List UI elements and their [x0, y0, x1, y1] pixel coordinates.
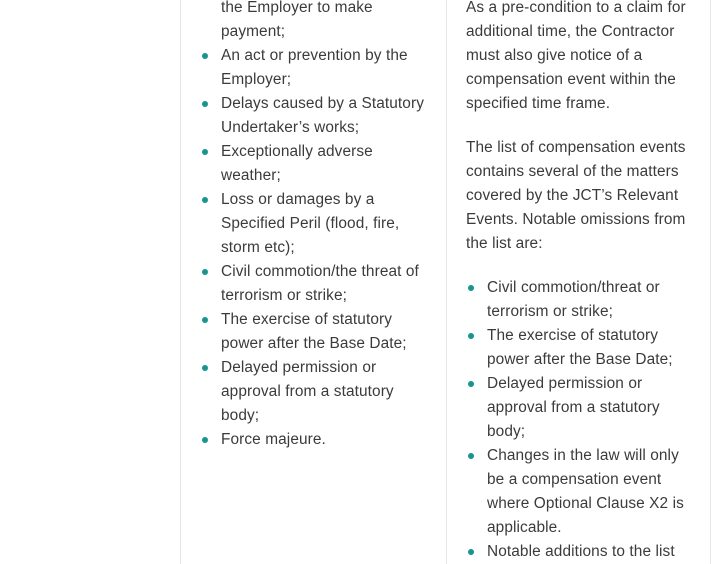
- list-item: Delays caused by a Statutory Undertaker’s works;: [200, 92, 428, 140]
- list-item: Delayed permission or approval from a statutory body;: [466, 372, 698, 444]
- list-item: Notable additions to the list: [466, 540, 698, 564]
- list-item: Delayed permission or approval from a statutory body;: [200, 356, 428, 428]
- list-item: Changes in the law will only be a compensation event where Optional Clause X2 is applicable.: [466, 444, 698, 540]
- list-item: An act or prevention by the Employer;: [200, 44, 428, 92]
- list-item: Force majeure.: [200, 428, 428, 452]
- bullet-icon: [202, 197, 208, 203]
- bullet-icon: [468, 453, 474, 459]
- bullet-icon: [468, 285, 474, 291]
- bullet-icon: [202, 101, 208, 107]
- relevant-events-column: [200, 0, 428, 452]
- compensation-events-column: [466, 0, 698, 564]
- list-item: Civil commotion/the threat of terrorism or strike;: [200, 260, 428, 308]
- bullet-icon: [468, 549, 474, 555]
- body-paragraph: The list of compensation events contains several of the matters covered by the JCT’s Relevant Events. Notable omissions from the list are:: [466, 139, 686, 252]
- column-divider-right: [710, 0, 711, 564]
- bullet-icon: [202, 437, 208, 443]
- bullet-icon: [202, 365, 208, 371]
- bullet-icon: [468, 333, 474, 339]
- list-item: Civil commotion/threat or terrorism or strike;: [466, 276, 698, 324]
- bullet-icon: [202, 269, 208, 275]
- bullet-icon: [202, 53, 208, 59]
- column-divider-left: [180, 0, 181, 564]
- list-item: Loss or damages by a Specified Peril (flood, fire, storm etc);: [200, 188, 428, 260]
- list-item: Exceptionally adverse weather;: [200, 140, 428, 188]
- bullet-icon: [202, 317, 208, 323]
- omissions-list: [466, 276, 698, 564]
- list-item: The exercise of statutory power after the Base Date;: [200, 308, 428, 356]
- list-item: The exercise of statutory power after the Base Date;: [466, 324, 698, 372]
- body-paragraph: As a pre-condition to a claim for additional time, the Contractor must also give notice of a compensation event within the specified time frame.: [466, 0, 686, 112]
- bullet-icon: [202, 149, 208, 155]
- bullet-icon: [468, 381, 474, 387]
- list-item: the Employer to make payment;: [221, 0, 373, 40]
- column-divider-middle: [446, 0, 447, 564]
- relevant-events-list: [200, 0, 428, 452]
